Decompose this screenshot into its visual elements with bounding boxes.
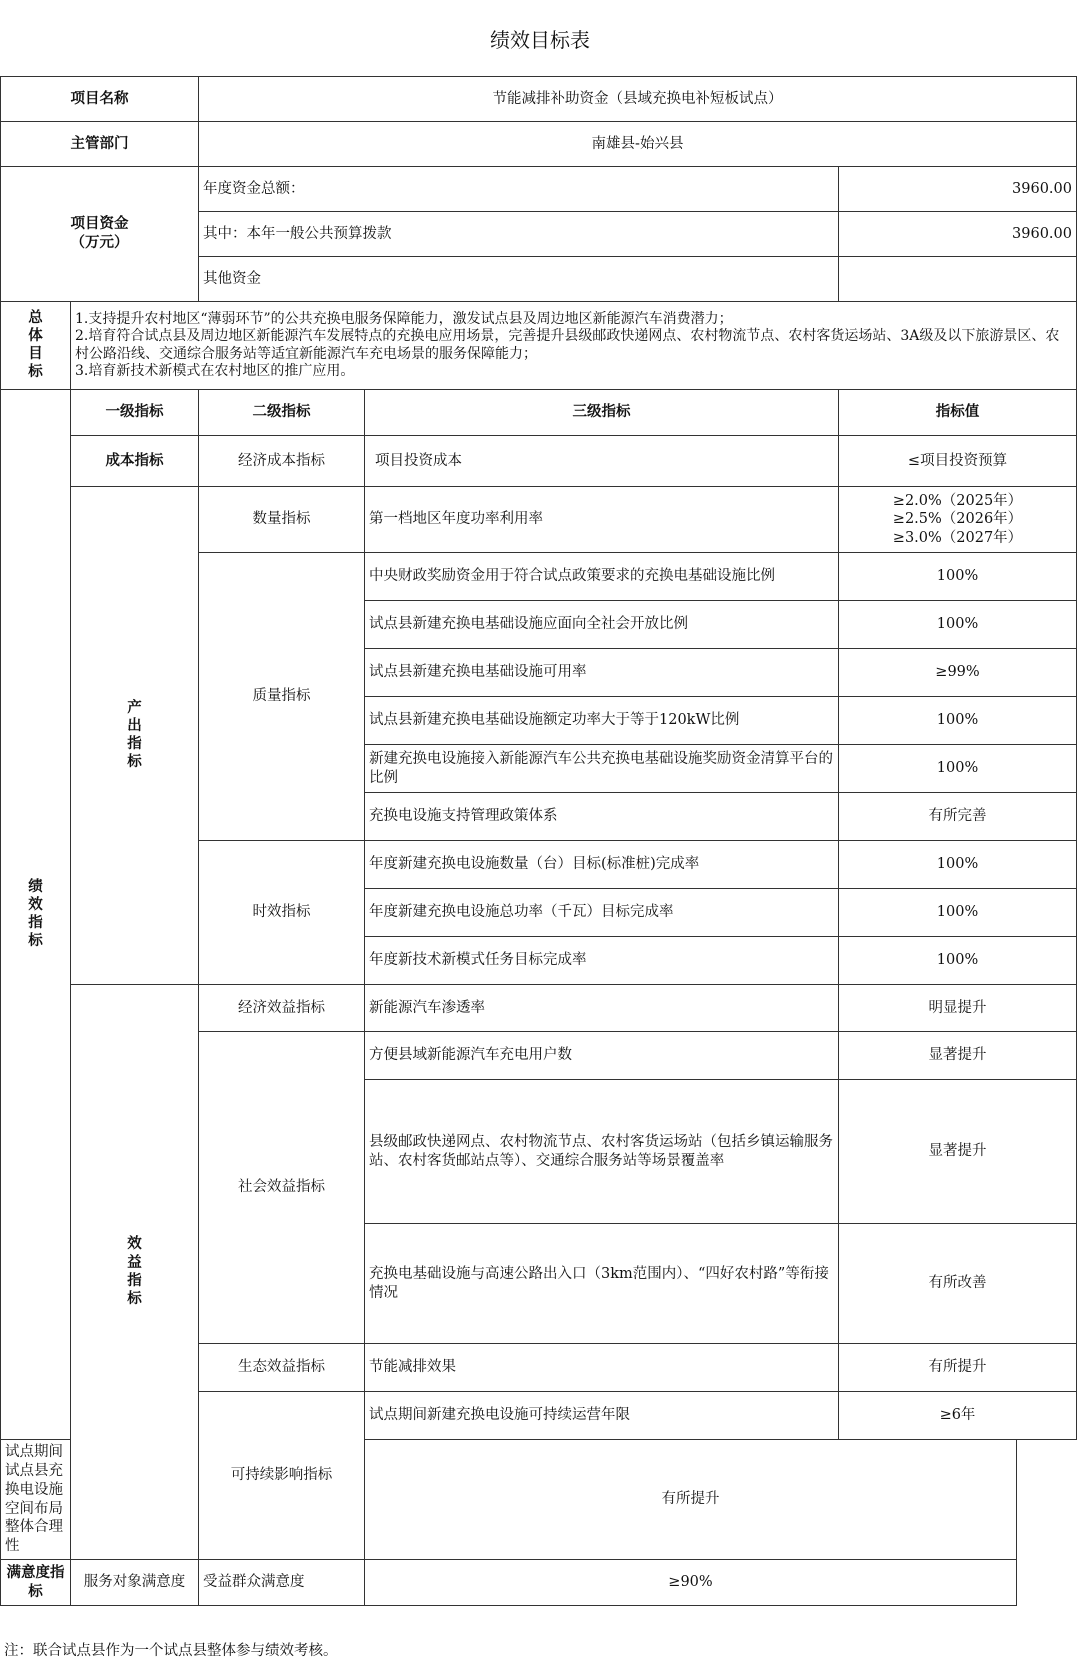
- quality-value: 100%: [839, 601, 1077, 649]
- sustainable-value: 有所提升: [365, 1440, 1017, 1560]
- social-l2: 社会效益指标: [199, 1032, 365, 1344]
- quantity-l2: 数量指标: [199, 487, 365, 553]
- quality-value: ≥99%: [839, 649, 1077, 697]
- satisfaction-value: ≥90%: [365, 1560, 1017, 1606]
- quality-value: 100%: [839, 553, 1077, 601]
- quantity-row: [1, 487, 1077, 553]
- quantity-l3: 第一档地区年度功率利用率: [365, 487, 839, 553]
- sustainable-l2: 可持续影响指标: [199, 1392, 365, 1560]
- satisfaction-l3: 受益群众满意度: [199, 1560, 365, 1606]
- satisfaction-l2: 服务对象满意度: [71, 1560, 199, 1606]
- economic-value: 明显提升: [839, 985, 1077, 1032]
- header-l1: 一级指标: [71, 390, 199, 436]
- funds-label: 项目资金 （万元）: [1, 167, 199, 302]
- quality-l3: 新建充换电设施接入新能源汽车公共充换电基础设施奖励资金清算平台的比例: [365, 745, 839, 793]
- goal-label-cell: [1, 302, 71, 390]
- sustainable-l3: 试点期间新建充换电设施可持续运营年限: [365, 1392, 839, 1440]
- cost-l2: 经济成本指标: [199, 436, 365, 487]
- timeliness-l3: 年度新技术新模式任务目标完成率: [365, 937, 839, 985]
- table-title: 绩效目标表: [490, 28, 590, 52]
- quality-l3: 试点县新建充换电基础设施可用率: [365, 649, 839, 697]
- quality-l3: 中央财政奖励资金用于符合试点政策要求的充换电基础设施比例: [365, 553, 839, 601]
- funds-row-total: [1, 167, 1077, 212]
- funds-other-label: 其他资金: [199, 257, 839, 302]
- cost-l3: 项目投资成本: [365, 436, 839, 487]
- economic-l2: 经济效益指标: [199, 985, 365, 1032]
- cost-value: ≤项目投资预算: [839, 436, 1077, 487]
- benefit-l1: 效 益 指 标: [127, 1236, 142, 1307]
- quality-l3: 试点县新建充换电基础设施额定功率大于等于120kW比例: [365, 697, 839, 745]
- benefit-l1-cell: [71, 985, 199, 1560]
- economic-l3: 新能源汽车渗透率: [365, 985, 839, 1032]
- social-l3: 方便县域新能源汽车充电用户数: [365, 1032, 839, 1080]
- footnote: 注：联合试点县作为一个试点县整体参与绩效考核。: [4, 1643, 338, 1659]
- cost-row: [1, 436, 1077, 487]
- ecological-l3: 节能减排效果: [365, 1344, 839, 1392]
- timeliness-l2: 时效指标: [199, 841, 365, 985]
- social-l3: 县级邮政快递网点、农村物流节点、农村客货运场站（包括乡镇运输服务站、农村客货邮站点等）、交通综合服务站等场景覆盖率: [365, 1080, 839, 1224]
- quantity-value: ≥2.0%（2025年） ≥2.5%（2026年） ≥3.0%（2027年）: [839, 487, 1077, 553]
- quality-value: 有所完善: [839, 793, 1077, 841]
- header-value: 指标值: [839, 390, 1077, 436]
- output-l1-cell: [71, 487, 199, 985]
- timeliness-value: 100%: [839, 889, 1077, 937]
- timeliness-value: 100%: [839, 937, 1077, 985]
- social-value: 显著提升: [839, 1032, 1077, 1080]
- social-l3: 充换电基础设施与高速公路出入口（3km范围内）、“四好农村路”等衔接情况: [365, 1224, 839, 1344]
- quality-l3: 试点县新建充换电基础设施应面向全社会开放比例: [365, 601, 839, 649]
- goal-text: 1.支持提升农村地区“薄弱环节”的公共充换电服务保障能力，激发试点县及周边地区新能源汽车消费潜力； 2.培育符合试点县及周边地区新能源汽车发展特点的充换电应用场景，完善提升县级邮政快递网点、农村物流节点、农村客货运场站、3A级及以下旅游景区、农村公路沿线、交通综合服务站等适宜新能源汽车充电场景的服务保障能力； 3.培育新技术新模式在农村地区的推广应用。: [71, 302, 1077, 390]
- timeliness-value: 100%: [839, 841, 1077, 889]
- project-name-row: [1, 77, 1077, 122]
- satisfaction-row: [1, 1560, 1077, 1606]
- header-l3: 三级指标: [365, 390, 839, 436]
- quality-value: 100%: [839, 745, 1077, 793]
- output-l1: 产 出 指 标: [127, 699, 142, 771]
- satisfaction-l1: 满意度指标: [1, 1560, 71, 1606]
- header-l2: 二级指标: [199, 390, 365, 436]
- dept-value: 南雄县-始兴县: [199, 122, 1077, 167]
- timeliness-l3: 年度新建充换电设施数量（台）目标(标准桩)完成率: [365, 841, 839, 889]
- economic-row: [1, 985, 1077, 1032]
- project-name-value: 节能减排补助资金（县域充换电补短板试点）: [199, 77, 1077, 122]
- funds-total-value: 3960.00: [839, 167, 1077, 212]
- social-value: 有所改善: [839, 1224, 1077, 1344]
- dept-label: 主管部门: [1, 122, 199, 167]
- ecological-value: 有所提升: [839, 1344, 1077, 1392]
- performance-target-table: [0, 76, 1077, 1606]
- funds-budget-label: 其中：本年一般公共预算拨款: [199, 212, 839, 257]
- cost-l1: 成本指标: [71, 436, 199, 487]
- funds-other-value: [839, 257, 1077, 302]
- ecological-l2: 生态效益指标: [199, 1344, 365, 1392]
- quality-l2: 质量指标: [199, 553, 365, 841]
- quality-l3: 充换电设施支持管理政策体系: [365, 793, 839, 841]
- quality-value: 100%: [839, 697, 1077, 745]
- funds-budget-value: 3960.00: [839, 212, 1077, 257]
- funds-total-label: 年度资金总额：: [199, 167, 839, 212]
- timeliness-l3: 年度新建充换电设施总功率（千瓦）目标完成率: [365, 889, 839, 937]
- perf-label-cell: [1, 390, 71, 1440]
- goal-row: [1, 302, 1077, 390]
- sustainable-value: ≥6年: [839, 1392, 1077, 1440]
- project-name-label: 项目名称: [1, 77, 199, 122]
- social-value: 显著提升: [839, 1080, 1077, 1224]
- dept-row: [1, 122, 1077, 167]
- perf-label: 绩 效 指 标: [28, 878, 43, 950]
- goal-label: 总 体 目 标: [28, 309, 43, 381]
- sustainable-l3: 试点期间试点县充换电设施空间布局整体合理性: [1, 1440, 71, 1560]
- header-row: [1, 390, 1077, 436]
